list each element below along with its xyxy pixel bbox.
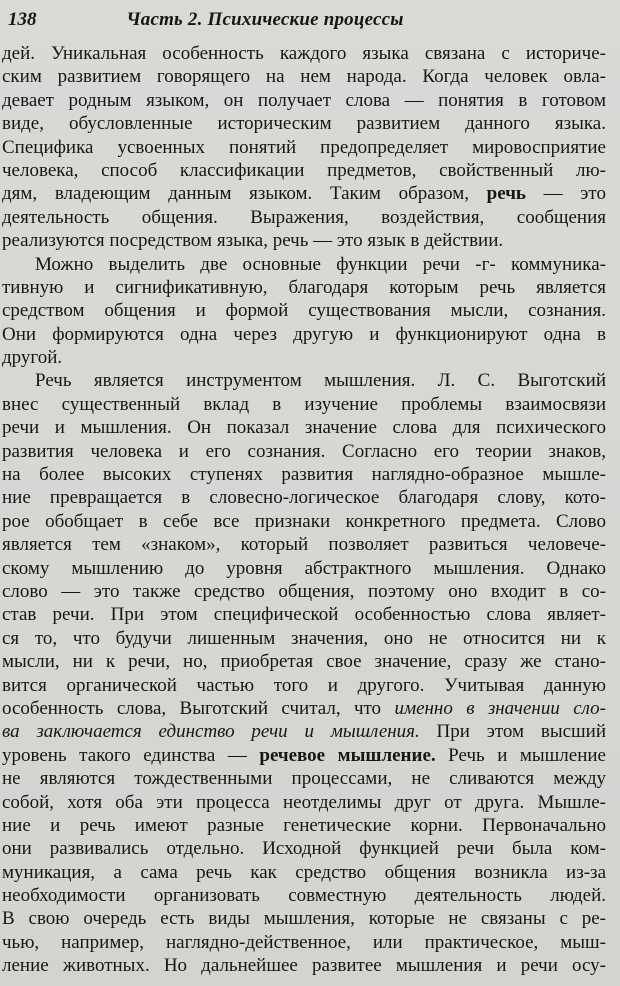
plain-text: развития человека и его сознания. Согласно его теории знаков, bbox=[2, 440, 606, 462]
text-line bbox=[2, 650, 606, 673]
text-line bbox=[2, 557, 606, 580]
plain-text: Речь является инструментом мышления. Л. С. Выготский bbox=[35, 370, 606, 392]
plain-text: став речи. При этом специфической особенностью слова являет- bbox=[2, 604, 606, 626]
text-line bbox=[2, 89, 606, 112]
body-text bbox=[2, 42, 612, 978]
text-line bbox=[2, 580, 606, 603]
text-line bbox=[2, 253, 606, 276]
text-line bbox=[2, 791, 606, 814]
plain-text: слово — это также средство общения, поэтому оно входит в со- bbox=[2, 580, 606, 602]
text-line bbox=[2, 814, 606, 837]
text-line bbox=[2, 229, 606, 252]
text-line bbox=[2, 440, 606, 463]
plain-text: девает родным языком, он получает слова — понятия в готовом bbox=[2, 89, 606, 111]
plain-text: не являются тождественными процессами, не сливаются между bbox=[2, 768, 606, 790]
text-line bbox=[2, 112, 606, 135]
text-line bbox=[2, 65, 606, 88]
text-line bbox=[2, 369, 606, 392]
text-line bbox=[2, 907, 606, 930]
plain-text: другой. bbox=[2, 347, 63, 369]
text-line bbox=[2, 697, 606, 720]
text-line bbox=[2, 533, 606, 556]
text-line bbox=[2, 861, 606, 884]
chapter-title: Часть 2. Психические процессы bbox=[126, 9, 404, 30]
text-line bbox=[2, 276, 606, 299]
text-line bbox=[2, 744, 606, 767]
text-line bbox=[2, 42, 606, 65]
plain-text: Они формируются одна через другую и функционируют одна в bbox=[2, 323, 606, 345]
plain-text: человека, способ классификации предметов, свойственный лю- bbox=[2, 159, 606, 181]
plain-text: на более высоких ступенях развития наглядно-образное мышле- bbox=[2, 464, 606, 486]
plain-text: уровень такого единства — bbox=[2, 744, 260, 766]
text-line bbox=[2, 954, 606, 977]
plain-text: средством общения и формой существования мысли, сознания. bbox=[2, 300, 606, 322]
plain-text: особенность слова, Выготский считал, что bbox=[2, 697, 395, 719]
plain-text: В свою очередь есть виды мышления, которые не связаны с ре- bbox=[2, 908, 606, 930]
plain-text: тивную и сигнификативную, благодаря которым речь является bbox=[2, 276, 606, 298]
plain-text: чью, например, наглядно-действенное, или практическое, мыш- bbox=[2, 931, 606, 953]
text-line bbox=[2, 837, 606, 860]
plain-text: внес существенный вклад в изучение проблемы взаимосвязи bbox=[2, 393, 606, 415]
text-line bbox=[2, 416, 606, 439]
text-line bbox=[2, 463, 606, 486]
paragraph bbox=[2, 369, 606, 977]
plain-text: Можно выделить две основные функции речи -г- коммуника- bbox=[35, 253, 606, 275]
plain-text: виде, обусловленные историческим развитием данного языка. bbox=[2, 113, 606, 135]
plain-text: муникация, а сама речь как средство общения возникла из-за bbox=[2, 861, 606, 883]
plain-text: реализуются посредством языка, речь — это язык в действии. bbox=[2, 230, 504, 252]
text-line bbox=[2, 720, 606, 743]
italic-text: ва заключается единство речи и мышления. bbox=[2, 721, 420, 743]
text-line bbox=[2, 931, 606, 954]
plain-text: собой, хотя оба эти процесса неотделимы друг от друга. Мышле- bbox=[2, 791, 606, 813]
plain-text: дям, владеющим данным языком. Таким образом, bbox=[2, 183, 487, 205]
paragraph bbox=[2, 42, 606, 253]
plain-text: является тем «знаком», который позволяет развиться человече- bbox=[2, 534, 606, 556]
plain-text: ние и речь имеют разные генетические корни. Первоначально bbox=[2, 814, 606, 836]
paragraph bbox=[2, 253, 606, 370]
text-line bbox=[2, 393, 606, 416]
bold-text: речь bbox=[486, 183, 526, 205]
text-line bbox=[2, 767, 606, 790]
plain-text: деятельность общения. Выражения, воздействия, сообщения bbox=[2, 206, 606, 228]
plain-text: ским развитием говорящего на нем народа. Когда человек овла- bbox=[2, 66, 606, 88]
plain-text: При этом высший bbox=[419, 721, 606, 743]
text-line bbox=[2, 884, 606, 907]
plain-text: необходимости организовать совместную деятельность людей. bbox=[2, 885, 606, 907]
plain-text: они развивались отдельно. Исходной функцией речи была ком- bbox=[2, 838, 606, 860]
bold-text: речевое мышление. bbox=[259, 744, 436, 766]
text-line bbox=[2, 299, 606, 322]
plain-text: Специфика усвоенных понятий предопределяет мировосприятие bbox=[2, 136, 606, 158]
text-line bbox=[2, 159, 606, 182]
text-line bbox=[2, 182, 606, 205]
plain-text: речи и мышления. Он показал значение слова для психического bbox=[2, 417, 606, 439]
text-line bbox=[2, 603, 606, 626]
text-line bbox=[2, 346, 606, 369]
plain-text: мысли, ни к речи, но, приобретая свое значение, сразу же стано- bbox=[2, 651, 606, 673]
italic-text: именно в значении сло- bbox=[394, 697, 606, 719]
text-line bbox=[2, 486, 606, 509]
text-line bbox=[2, 136, 606, 159]
page-number: 138 bbox=[8, 9, 37, 30]
plain-text: вится органической частью того и другого. Учитывая данную bbox=[2, 674, 606, 696]
plain-text: ление животных. Но дальнейшее развитее мышления и речи осу- bbox=[2, 955, 606, 977]
text-line bbox=[2, 510, 606, 533]
plain-text: ние превращается в словесно-логическое благодаря слову, кото- bbox=[2, 487, 606, 509]
plain-text: рое обобщает в себе все признаки конкретного предмета. Слово bbox=[2, 510, 606, 532]
text-line bbox=[2, 323, 606, 346]
plain-text: — это bbox=[525, 183, 606, 205]
page-header bbox=[2, 8, 612, 34]
text-line bbox=[2, 627, 606, 650]
plain-text: скому мышлению до уровня абстрактного мышления. Однако bbox=[2, 557, 606, 579]
plain-text: дей. Уникальная особенность каждого языка связана с историче- bbox=[2, 43, 606, 64]
plain-text: Речь и мышление bbox=[435, 744, 606, 766]
text-line bbox=[2, 674, 606, 697]
plain-text: ся то, что будучи лишенным значения, оно не относится ни к bbox=[2, 627, 606, 649]
text-line bbox=[2, 206, 606, 229]
